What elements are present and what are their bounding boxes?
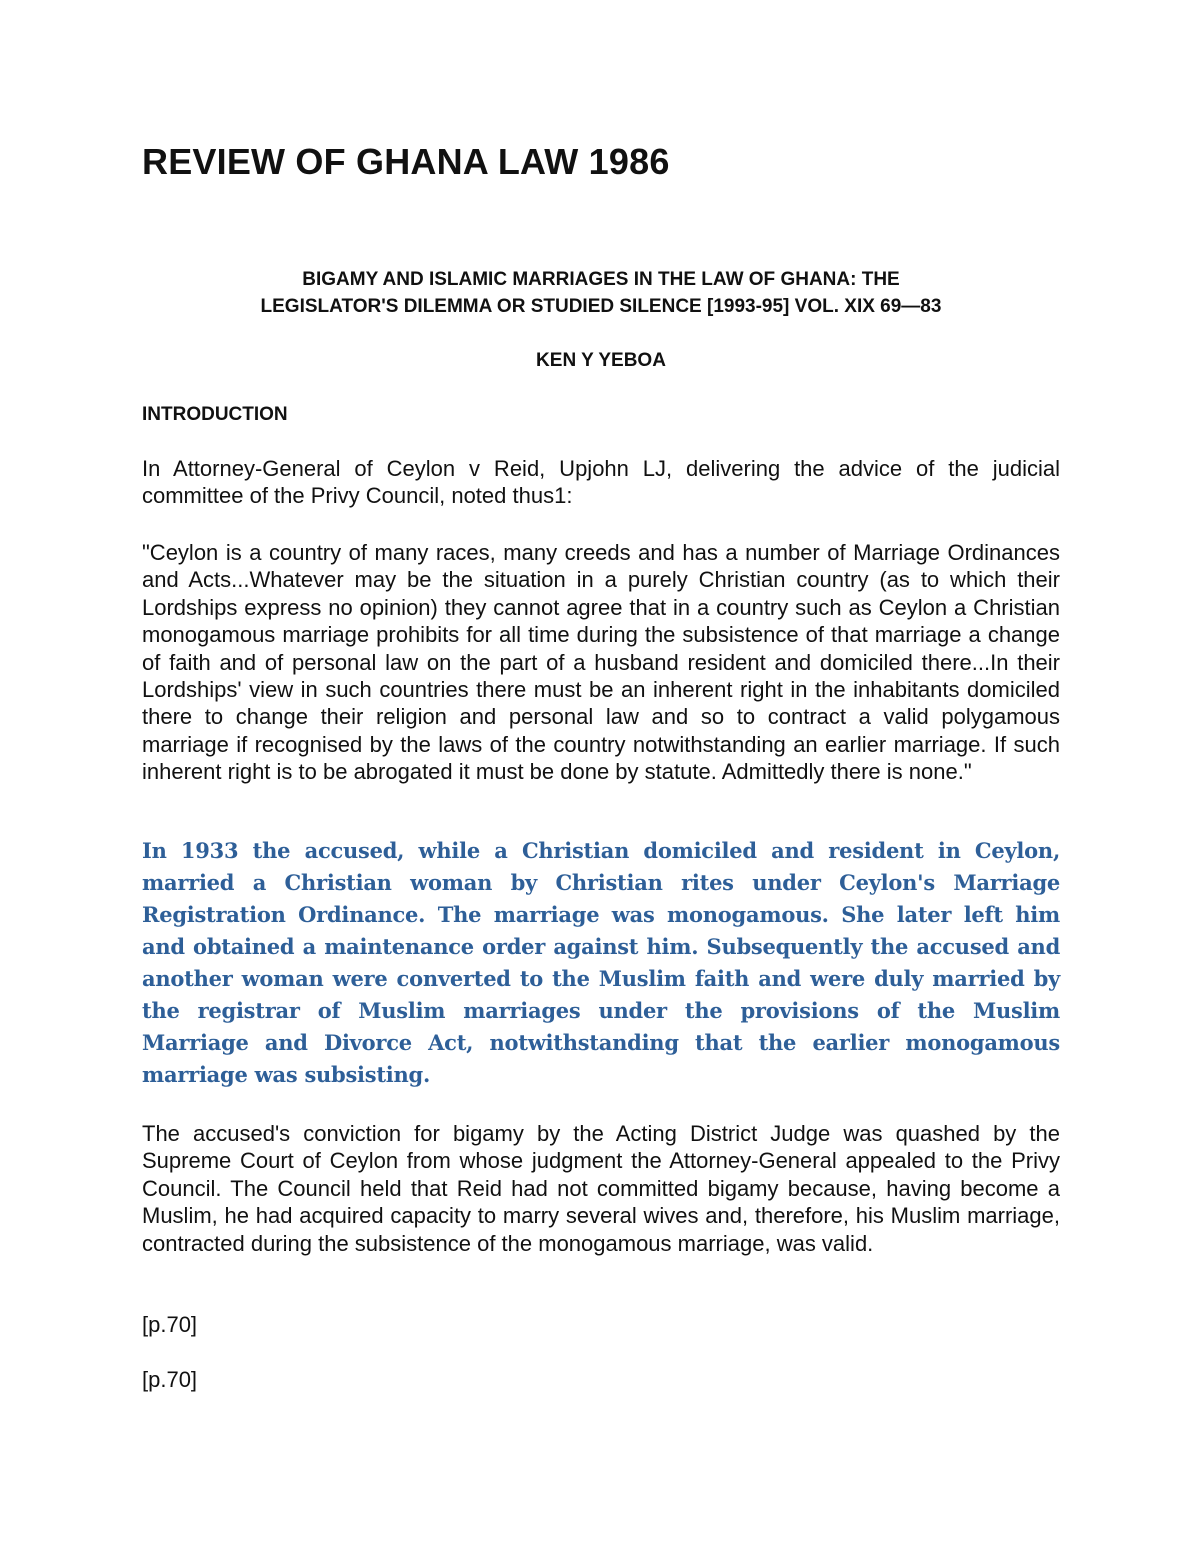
intro-paragraph: In Attorney-General of Ceylon v Reid, Upjohn LJ, delivering the advice of the judicial committee of the Privy Council, noted thus1: — [142, 456, 1060, 509]
document-title: REVIEW OF GHANA LAW 1986 — [142, 141, 670, 182]
quotation-paragraph: "Ceylon is a country of many races, many creeds and has a number of Marriage Ordinances and Acts...Whatever may be the situation in a purely Christian country (as to which their Lordships express no opinion) they cannot agree that in a country such as Ceylon a Christian monogamous marriage prohibits for all time during the subsistence of that marriage a change of faith and of personal law on the part of a husband resident and domiciled there...In their Lordships' view in such countries there must be an inherent right in the inhabitants domiciled there to change their religion and personal law and so to contract a valid polygamous marriage if recognised by the laws of the country notwithstanding an earlier marriage. If such inherent right is to be abrogated it must be done by statute. Admittedly there is none." — [142, 540, 1060, 785]
page-reference: [p.70] — [142, 1312, 198, 1337]
highlighted-case-facts-paragraph: In 1933 the accused, while a Christian domiciled and resident in Ceylon, married a Christian woman by Christian rites under Ceylon's Marriage Registration Ordinance. The marriage was monogamous. She later left him and obtained a maintenance order against him. Subsequently the accused and another woman were converted to the Muslim faith and were duly married by the registrar of Muslim marriages under the provisions of the Muslim Marriage and Divorce Act, notwithstanding that the earlier monogamous marriage was subsisting. — [142, 838, 1060, 1087]
author-name: KEN Y YEBOA — [536, 350, 666, 371]
page-reference: [p.70] — [142, 1367, 198, 1392]
section-heading: INTRODUCTION — [142, 404, 288, 425]
case-holding-paragraph: The accused's conviction for bigamy by the Acting District Judge was quashed by the Supreme Court of Ceylon from whose judgment the Attorney-General appealed to the Privy Council. The Council held that Reid had not committed bigamy because, having become a Muslim, he had acquired capacity to marry several wives and, therefore, his Muslim marriage, contracted during the subsistence of the monogamous marriage, was valid. — [142, 1121, 1060, 1256]
article-subtitle — [142, 266, 1060, 320]
subtitle-line-2: LEGISLATOR'S DILEMMA OR STUDIED SILENCE [1993-95] VOL. XIX 69—83 — [260, 296, 942, 317]
subtitle-line-1: BIGAMY AND ISLAMIC MARRIAGES IN THE LAW OF GHANA: THE — [302, 269, 900, 290]
